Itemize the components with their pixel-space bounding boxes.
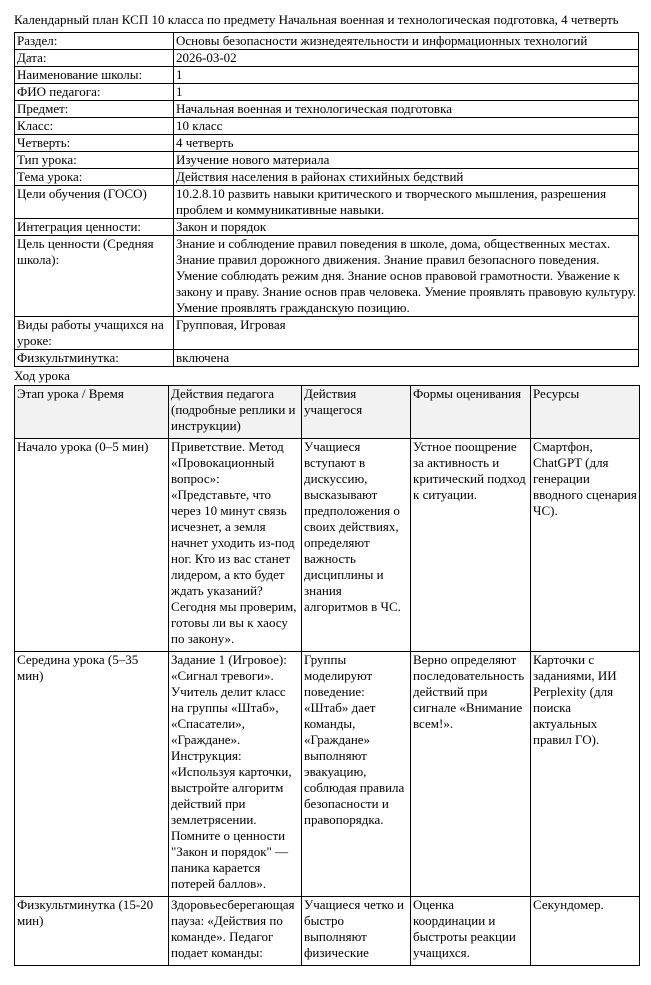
document-title: Календарный план КСП 10 класса по предмету Начальная военная и технологическая подготовка, 4 четверть [14,12,619,27]
plan-cell: Смартфон, ChatGPT (для генерации вводного сценария ЧС). [531,439,640,652]
plan-cell: Учащиеся четко и быстро выполняют физические [302,897,411,966]
plan-cell: Здоровьесберегающая пауза: «Действия по команде». Педагог подает команды: [169,897,302,966]
info-row [15,317,639,350]
info-row [15,67,639,84]
plan-cell: Задание 1 (Игровое): «Сигнал тревоги». Учитель делит класс на группы «Штаб», «Спасатели», «Граждане». Инструкция: «Используя карточки, выстройте алгоритм действий при землетрясении. Помните о ценности "Закон и порядок" — паника карается потерей баллов». [169,652,302,897]
info-row [15,152,639,169]
plan-header-cell: Действия учащегося [302,386,411,439]
info-value: Групповая, Игровая [174,317,639,350]
info-value: Действия населения в районах стихийных бедствий [174,169,639,186]
info-value: Основы безопасности жизнедеятельности и информационных технологий [174,33,639,50]
info-table [14,32,639,367]
plan-cell: Секундомер. [531,897,640,966]
plan-cell: Оценка координации и быстроты реакции учащихся. [411,897,531,966]
info-key: Тема урока: [15,169,174,186]
info-row [15,84,639,101]
plan-header-cell: Формы оценивания [411,386,531,439]
info-value: 4 четверть [174,135,639,152]
info-value: 10 класс [174,118,639,135]
plan-row [15,897,640,966]
lesson-plan-table [14,385,640,966]
info-key: Класс: [15,118,174,135]
plan-row [15,652,640,897]
info-value: 1 [174,67,639,84]
info-value: Изучение нового материала [174,152,639,169]
plan-cell: Приветствие. Метод «Провокационный вопрос»: «Представьте, что через 10 минут связь исчезнет, а земля начнет уходить из-под ног. Кто из вас станет лидером, а кто будет ждать указаний? Сегодня мы проверим, готовы ли вы к хаосу по закону». [169,439,302,652]
info-row [15,135,639,152]
plan-cell: Группы моделируют поведение: «Штаб» дает команды, «Граждане» выполняют эвакуацию, соблюдая правила безопасности и правопорядка. [302,652,411,897]
info-row [15,101,639,118]
section-label: Ход урока [14,368,70,383]
info-row [15,169,639,186]
info-key: Физкультминутка: [15,350,174,367]
info-key: Интеграция ценности: [15,219,174,236]
plan-header-row [15,386,640,439]
info-key: Цель ценности (Средняя школа): [15,236,174,317]
plan-cell: Учащиеся вступают в дискуссию, высказывают предположения о своих действиях, определяют важность дисциплины и знания алгоритмов в ЧС. [302,439,411,652]
info-value: Знание и соблюдение правил поведения в школе, дома, общественных местах. Знание правил дорожного движения. Знание правил безопасного поведения. Умение соблюдать режим дня. Знание основ правовой грамотности. Уважение к закону и праву. Знание основ прав человека. Умение проявлять правовую культуру. Умение проявлять гражданскую позицию. [174,236,639,317]
plan-cell: Физкультминутка (15-20 мин) [15,897,169,966]
plan-cell: Карточки с заданиями, ИИ Perplexity (для поиска актуальных правил ГО). [531,652,640,897]
plan-row [15,439,640,652]
plan-header-cell: Действия педагога (подробные реплики и инструкции) [169,386,302,439]
info-key: Дата: [15,50,174,67]
info-key: Раздел: [15,33,174,50]
info-value: Закон и порядок [174,219,639,236]
info-value: 10.2.8.10 развить навыки критического и творческого мышления, разрешения проблем и коммуникативные навыки. [174,186,639,219]
plan-cell: Середина урока (5–35 мин) [15,652,169,897]
info-key: Четверть: [15,135,174,152]
info-row [15,350,639,367]
info-key: Цели обучения (ГОСО) [15,186,174,219]
plan-cell: Устное поощрение за активность и критический подход к ситуации. [411,439,531,652]
info-row [15,236,639,317]
info-key: Виды работы учащихся на уроке: [15,317,174,350]
info-row [15,219,639,236]
info-row [15,33,639,50]
plan-cell: Начало урока (0–5 мин) [15,439,169,652]
info-value: включена [174,350,639,367]
info-row [15,118,639,135]
plan-cell: Верно определяют последовательность действий при сигнале «Внимание всем!». [411,652,531,897]
info-key: Наименование школы: [15,67,174,84]
info-value: Начальная военная и технологическая подготовка [174,101,639,118]
info-value: 2026-03-02 [174,50,639,67]
info-key: Предмет: [15,101,174,118]
plan-header-cell: Ресурсы [531,386,640,439]
info-row [15,50,639,67]
info-key: Тип урока: [15,152,174,169]
info-value: 1 [174,84,639,101]
info-row [15,186,639,219]
info-key: ФИО педагога: [15,84,174,101]
plan-header-cell: Этап урока / Время [15,386,169,439]
